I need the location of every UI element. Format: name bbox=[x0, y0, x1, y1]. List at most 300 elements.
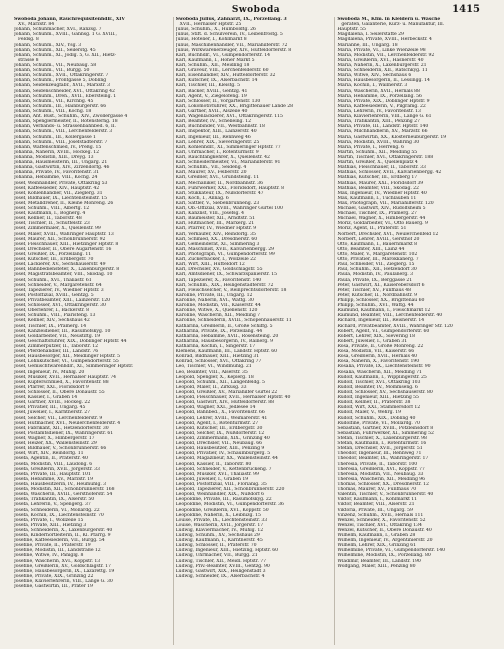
directory-entry: Karl, Lehrer, XIX., Sieveringerstr. 25 bbox=[175, 139, 260, 145]
directory-entry: Johann, Schuhm., XVIII., Gähnsg. 1 G. XVIII., bbox=[14, 32, 117, 38]
directory-entry: Karl, Ob.-Offizial, XVIII., Währinger Gürtel 100 bbox=[175, 206, 283, 212]
directory-entry: Josef, Drechsler, II., Obere Augartenstr. 16 bbox=[14, 246, 112, 252]
directory-entry: Josef, Kellner, II., Taborstr. 48 bbox=[14, 216, 82, 222]
directory-entry: Karl, Sattler, V., Siebenbrunneng. 23 bbox=[175, 200, 260, 206]
directory-entry: Katharina, Köchin, I., Singerstr. 17 bbox=[175, 344, 256, 349]
directory-entry: Rudolf, Schlosser, XV., Sechshauserstr. 80 bbox=[337, 389, 433, 395]
directory-entry: Wilhelm, Kaufmann, I., Graben 28 bbox=[337, 533, 416, 539]
directory-entry: Rudolf, Kellner, II., Praterstr. 38 bbox=[337, 400, 411, 406]
directory-entry: Karoline, Private, III., Ungarg. 12 bbox=[175, 292, 253, 298]
directory-entry: Johanna, Modistin, XIII., Dreyg. 13 bbox=[14, 154, 94, 160]
directory-entry: Paul, Schuhm., XII., Hetzendorf 30 bbox=[337, 267, 417, 273]
directory-entry: Leopoldine, Modistin, VI., Gumpendorferstr. 36 bbox=[175, 502, 284, 508]
directory-entry: Josef, Bahnbediensteter, X., Laxenburgerstr. 8 bbox=[14, 267, 120, 273]
directory-entry: Maria, Private, I., Herreng. 6 bbox=[337, 144, 404, 150]
directory-entry: Louise, Wäscherin, XVII., Jörgerstr. 17 bbox=[175, 522, 264, 528]
directory-entry: Josefine, Kaffeesiederin, VII., Burgg. 54 bbox=[14, 538, 105, 544]
directory-entry: Josef, Gemischtwarenhdlr., XI., Simmeringer Hptstr. bbox=[14, 364, 134, 370]
directory-entry: Karl, Kaufmann, I., Hoher Markt 5 bbox=[175, 57, 255, 63]
directory-entry: Viktor, Kaufmann, I., Kohlmarkt 11 bbox=[337, 497, 418, 503]
directory-entry: Julius, Stift. d. Schulverein, IV., Leibenfrostg. 5 bbox=[175, 32, 283, 38]
directory-entry: Maria, Modistin, XVIII., Währing 30 bbox=[337, 139, 420, 145]
directory-entry: Max, Ingenieur, IV., Wiedner Hptstr. 40 bbox=[337, 190, 427, 196]
directory-entry: Josef, Goldarbeiter, VII., Neustiftg. 19 bbox=[14, 333, 101, 339]
directory-entry: Rosa, Näherin, X., Favoritenstr. 190 bbox=[337, 359, 420, 365]
directory-entry: Peter, Kutscher, II., Nordbahnstr. 9 bbox=[337, 292, 417, 298]
directory-entry: Paula, Modistin, IV., Paulanerg. 3 bbox=[337, 272, 413, 278]
directory-entry: Josef, Kassier, I., Graben 14 bbox=[14, 395, 78, 401]
directory-entry: Rosalia, Wäscherin, XII., Meidling 71 bbox=[337, 369, 422, 375]
directory-entry: Josef, Fabrikant, XII., Hetzendorferstr. 30 bbox=[14, 425, 109, 431]
directory-entry: Josef, Postamtsdiener, IX., Währingerstr. 61 bbox=[14, 430, 114, 436]
directory-entry: Valentin, Tischler, V., Schönbrunnerstr. 40 bbox=[337, 492, 434, 498]
directory-entry: Leopold, Kassier, II., Taborstr. 80 bbox=[175, 461, 252, 467]
directory-entry: Ludwig, Ingenieur, XIII., Hietzing, Hptstr. 60 bbox=[175, 548, 279, 554]
directory-entry: Karoline, Näherin, XVI., Wattg. 30 bbox=[175, 298, 254, 304]
directory-entry: Theresia, Modistin, VII., Neubaug. 33 bbox=[337, 471, 424, 477]
directory-entry: Norbert, Lehrer, XVIII., Gersthof 20 bbox=[337, 236, 420, 242]
directory-entry: Maria, Gastwirtin, XX., Klosterneuburgerstr. 19 bbox=[337, 134, 447, 140]
directory-entry: Karl, Drechsler, XV., Goldschlagstr. 55 bbox=[175, 267, 263, 273]
directory-entry: Josefa, Schneiderin, X., Laxenburgerstr. 40 bbox=[14, 527, 113, 533]
directory-entry: Raimund, Beamter, VIII., Lerchenfelderstr. 40 bbox=[337, 313, 443, 319]
directory-entry: Karl, Wirt, XIII., Hütteldorf 12 bbox=[175, 262, 245, 268]
directory-entry: Josefine, Greißlerin, XV., Goldschlagstr. 17 bbox=[14, 563, 111, 569]
directory-entry: Johanna, Gastwirtin, XIV., Zirzendorfg. 46 bbox=[14, 165, 110, 171]
directory-entry: Karl, Fleischselcher, V., Reinprechtsdorferstr. 18 bbox=[175, 287, 287, 293]
directory-entry: Karl, Rauchfangkehrer, X., Quellenstr. 42 bbox=[175, 154, 270, 160]
directory-entry: Wladimir, Beamter, III., Landstr. 190 bbox=[337, 558, 421, 564]
directory-entry: Karl, Schuhm., VII., Seideng. 4 bbox=[175, 165, 247, 171]
directory-entry: Johann, Schuhm., XVII., Ottakringerstr. 7 bbox=[14, 73, 109, 79]
directory-entry: Karl, Agent, V., Ziegelofeng. 19 bbox=[175, 93, 247, 99]
directory-entry: XVII., Hernalser Hptstr. 25 bbox=[179, 22, 242, 28]
directory-entry: Karl, Schuhm., XIX., Heiligenstädterstr. 72 bbox=[175, 282, 274, 288]
directory-entry: Karl, Graveur, VIII., Lerchenfelderstr. 60 bbox=[175, 68, 269, 74]
directory-entry: Josefa, Wäscherin, XVIII., Gersthoferstr. 54 bbox=[14, 492, 113, 498]
directory-entry: Josef, Magistratsbeamter, VIII., Skodag. 10 bbox=[14, 272, 113, 278]
directory-entry: Wenzel, Kutscher, II., Obere Donaustr. 40 bbox=[337, 527, 432, 533]
directory-entry: Josef, Juwelier, I., Kärntnerstr. 27 bbox=[14, 410, 90, 416]
directory-entry: Johann, Schuhm., III., Hainburgerstr. 66 bbox=[14, 103, 107, 109]
directory-entry: Karl, Pfarrer, IV., Wiedner Hptstr. 9 bbox=[175, 226, 257, 232]
directory-entry: Maria, Private, VI., Linke Wienzeile 98 bbox=[337, 47, 426, 53]
directory-entry: Rosa, Greißlerin, XVII., Hernals 40 bbox=[337, 354, 418, 360]
directory-entry: Rudolf, Wirt, XXI., Stammersdorf 12 bbox=[337, 405, 421, 411]
directory-entry: Karl, Gemeinderat, XI., Simmering 3 bbox=[175, 241, 260, 247]
directory-entry: Mathias, Schlosser, XVII., Kalvarienbergg. 42 bbox=[337, 170, 442, 176]
directory-entry: Swoboda Johann, Rauchrequisitenhdlr., XIV bbox=[14, 17, 125, 22]
directory-entry: strasse 8 bbox=[18, 57, 39, 63]
directory-entry: Ludwig, Schlosser, II., Praterstr. 70 bbox=[175, 543, 257, 549]
directory-entry: Josef, Zimmerputzer, II., Taborstr. 12 bbox=[14, 344, 99, 349]
directory-entry: Johann, Schuhm., VIII., Lerchenfelderstr. 3 bbox=[14, 129, 113, 135]
directory-entry: Johann, Ant. Bust., Schuhm., XIV., Zwöllergasse 4 bbox=[14, 114, 128, 120]
directory-entry: Leopold, Selcher, IX., Nußdorferstr. 12 bbox=[175, 430, 265, 436]
directory-entry: Otto, Privatier, III., Marokkanerg. 7 bbox=[337, 257, 419, 263]
directory-entry: Karl, Baumeister, XII., Arndtstr. 51 bbox=[175, 216, 255, 222]
directory-entry: geräten, Galanterie, Kurz- u. Manufaktur, III. bbox=[341, 22, 445, 28]
directory-entry: Sebastian, Fuhrwerker, XI., Simmering 52 bbox=[337, 430, 434, 436]
directory-entry: Katharina, Hausbesorgerin, IV., Rainerg. 9 bbox=[175, 338, 273, 344]
directory-entry: Karl, Zuckerbäcker, I., Wollzeile 22 bbox=[175, 257, 256, 263]
directory-entry: Karl, Maschinist, XVII., Kalvarienbergg. 29 bbox=[175, 246, 275, 252]
directory-entry: Leopold, Lehrer, XVIII., Weimarerstr. 41 bbox=[175, 415, 268, 421]
directory-entry: Josef, Privatier, III., Ungarg. 45 bbox=[14, 405, 86, 411]
directory-entry: Karoline, Witwe, X., Quellenstr. 120 bbox=[175, 308, 258, 314]
directory-entry: Josef, Heizer, XX., Wallensteinstr. 29 bbox=[14, 441, 97, 447]
page-number: 1415 bbox=[452, 4, 480, 15]
directory-entry: Norbert, Drechsler, XVI., Neulerchenfeld 12 bbox=[337, 231, 439, 237]
directory-entry: Moriz, Agent, II., Praterstr. 51 bbox=[337, 226, 407, 232]
directory-entry: Hauptstr. 55 bbox=[337, 27, 366, 33]
directory-entry: Leopold, Greißler, XV., Mariahilfer Gürtel 22 bbox=[175, 389, 278, 395]
directory-entry: Thomas, Schlosser, XX., Dresdnerstr. 12 bbox=[337, 481, 429, 487]
directory-entry: Johann, Waffenschmied, IV., Preßg. 15 bbox=[14, 144, 102, 150]
directory-entry: Maria, Schneiderin, XII., Ratschkyg. 11 bbox=[337, 68, 428, 74]
directory-entry: Leopold, Postoffizial, VIII., Florianig. 35 bbox=[175, 481, 267, 487]
directory-entry: Josef, Schneider, V., Margaretenstr. 64 bbox=[14, 282, 102, 288]
directory-entry: Karoline, Schneiderin, XVIII., Schopenhauerstr. 11 bbox=[175, 318, 292, 324]
directory-entry: Mathias, Maurer, XXI., Floridsdorf 39 bbox=[337, 180, 424, 186]
directory-entry: Richard, Ingenieur, III., Reisnerstr. 14 bbox=[337, 318, 425, 324]
running-head: Swoboda bbox=[231, 5, 281, 15]
directory-entry: Leopoldine, Näherin, X., Leibnizg. 15 bbox=[175, 512, 261, 518]
directory-entry: Maria, Wäscherin, XVII., Hernals 88 bbox=[337, 88, 420, 94]
directory-entry: Marianne, III., Ungarg. 18 bbox=[337, 42, 398, 48]
directory-entry: Karl, Amtsdiener, IX., Schwarzspanierstr. 15 bbox=[175, 272, 277, 278]
directory-entry: Wilhelmine, Modistin, IX., Porzellang. 80 bbox=[337, 553, 431, 559]
directory-entry: Leo, Tischler, VI., Windmühlg. 21 bbox=[175, 364, 252, 370]
directory-entry: Josefine, Klavierlehrerin, VIII., Lange G. 30 bbox=[14, 579, 113, 585]
directory-entry: Maria, Modistin, VII., Lerchenfelderstr. 92 bbox=[337, 52, 435, 58]
directory-entry: Klemens, Kaufmann, III., Landstr. Hptstr. 60 bbox=[175, 349, 277, 355]
directory-entry: Josef, Tischler, IX., Pramerg. 14 bbox=[14, 323, 87, 329]
directory-entry: Josef, Greißler, IX., Porzellang. 11 bbox=[14, 252, 92, 258]
directory-entry: Josefa, Private, XIII., Hietzing 3 bbox=[14, 522, 87, 528]
directory-entry: Leo, Beamter, VIII., Alserstr. 35 bbox=[175, 369, 248, 375]
directory-entry: Philipp, Schuhm., XVI., Wattg. 44 bbox=[337, 303, 414, 309]
directory-entry: Ludwig, Schuhm., XV., Sechshaus 29 bbox=[175, 533, 260, 539]
directory-entry: Ludwig, Tischler, XII., Meidl. Hptstr. 77 bbox=[175, 558, 267, 564]
directory-entry: Stefan, Tischler, X., Laxenburgerstr. 98 bbox=[337, 435, 427, 441]
directory-entry: Maria, Trafikantin, XIII., Penzing 27 bbox=[337, 119, 420, 125]
directory-entry: Rosa, Private, II., Große Mohreng. 22 bbox=[337, 344, 424, 349]
directory-entry: Karl, Maurer, XV., Felberstr. 20 bbox=[175, 170, 247, 176]
directory-entry: Maria, Hebamme, IX., Porzellang. 56 bbox=[337, 93, 422, 99]
directory-entry: Karl, Eisenhändler, XIV., Hütteldorferstr. 32 bbox=[175, 73, 276, 79]
directory-entry: Martin, Tischler, XVI., Ottakringerstr. 188 bbox=[337, 154, 434, 160]
directory-entry: Josef, Lohnkutscher, VI., Gumpendorferstr. 55 bbox=[14, 359, 119, 365]
directory-entry: Johanna, Hausmeisterin, III., Ungarg. 21 bbox=[14, 160, 108, 166]
directory-entry: Josef, Geschäftsführer, XIX., Döblinger Hptstr. 44 bbox=[14, 338, 127, 344]
directory-entry: Wilhelmine, Private, VI., Gumpendorferstr. 140 bbox=[337, 548, 445, 554]
directory-entry: Leopold, Bahnbed., X., Favoritenstr. 66 bbox=[175, 410, 265, 416]
directory-entry: Josefine, Hausbesorgerin, IX., Lazarettg. 19 bbox=[14, 568, 115, 574]
directory-entry: Johann, Schuhm., Frontgasse 5, Döbling bbox=[14, 78, 107, 84]
directory-entry: Michael, Wagner, X., Himbergerstr. 44 bbox=[337, 216, 426, 222]
directory-entry: Leopold, Schuhm., XII., Längenfeldg. 5 bbox=[175, 379, 265, 385]
directory-entry: Johann, Schuhm., XII., Seilerstg. 45 bbox=[14, 47, 96, 53]
directory-entry: Leopold, Kutscher, III., Erdbergstr. 30 bbox=[175, 425, 263, 431]
directory-entry: Peter, Gastwirt, XI., Kaiserebersdorf 6 bbox=[337, 282, 425, 288]
directory-entry: Karoline, Wäscherin, XII., Meidling 7 bbox=[175, 313, 261, 319]
directory-entry: Maria, Näherin, X., Laxenburgerstr. 21 bbox=[337, 62, 427, 68]
directory-entry: Julius, Hotelier, I., Kohlmarkt 8 bbox=[175, 37, 247, 43]
directory-entry: Ludwig, Priv.-Beamter, XVIII., Gentzg. 90 bbox=[175, 563, 270, 569]
directory-entry: Michael, Gastwirt, XIV., Rudolfsheim 5 bbox=[337, 206, 426, 212]
directory-entry: Konrad, Schlosser, XVI., Ottakring 77 bbox=[175, 359, 262, 365]
directory-entry: Karl, Tischler, III., Kleistg. 5 bbox=[175, 83, 240, 89]
directory-entry: Johann, Schuhmacher, XVI., Ranzsg. 7 bbox=[14, 27, 102, 33]
directory-entry: Josef, Maler, XVIII., Währinger Hauptstr. 13 bbox=[14, 231, 114, 237]
directory-entry: Johann, Schuhm., VII., Burgg. 50 bbox=[14, 68, 90, 74]
directory-entry: Karl, Gärtner, XVII., Alszeile 40 bbox=[175, 108, 248, 114]
directory-entry: Karl, Greißler, XVI., Grundsteing. 11 bbox=[175, 175, 260, 181]
directory-entry: Josefa, Kinderhortleiterin, II., Kl. Pfarrg. 9 bbox=[14, 533, 111, 539]
directory-entry: Josefa, Private, III., Hauptstr. 101 bbox=[14, 471, 91, 477]
directory-entry: Josef, Postoffizial, XVIII., Gentzg. 5 bbox=[14, 292, 94, 298]
directory-entry: Josef, Gärtner, XVIII., Hockeg. 22 bbox=[14, 400, 91, 406]
directory-entry: Josef, Schuhm., VIII., Albertg. 12 bbox=[14, 206, 90, 212]
directory-entry: Johann, Schuhm., VIII., Josefstädterstr. 7 bbox=[14, 139, 108, 145]
directory-entry: Rudolf, Schuhm., XIX., Döbling 40 bbox=[337, 415, 416, 421]
directory-entry: Leopold, Maler, II., Zirkusg. 33 bbox=[175, 384, 247, 390]
directory-entry: Mathias, Fleischhauer, II., Taborstr. 33 bbox=[337, 165, 426, 171]
directory-entry: Josef, Zimmermaler, X., Quellenstr. 99 bbox=[14, 226, 101, 232]
directory-entry: Josef, Schlosser, II., Obere Donaustr. 55 bbox=[14, 389, 105, 395]
directory-entry: Leopold, Schneider, V., Kettenbrückeng. 7 bbox=[175, 466, 272, 472]
directory-entry: Josef, Kaufmann, I., Bognerg. 4 bbox=[14, 211, 86, 217]
directory-entry: Karl, Uhrmacher, I., Rotenturmstr. 9 bbox=[175, 149, 259, 155]
directory-entry: Stefan, Drechsler, XVII., Jörgerstr. 51 bbox=[337, 446, 423, 452]
directory-entry: Karl, Ingenieur, III., Rennweg 46 bbox=[175, 134, 251, 140]
directory-entry: Leopold, Gastwirt, XIV., Hütteldorferstr. 88 bbox=[175, 400, 275, 406]
directory-entry: Maria, Hausbesorgerin, II., Lessingg. 14 bbox=[337, 78, 430, 84]
directory-entry: Karl, Wagenlackierer, XVI., Ottakringerstr. 115 bbox=[175, 114, 283, 120]
directory-entry: Rudolf, Ingenieur, XIII., Hietzing 55 bbox=[337, 395, 419, 401]
directory-entry: Josef, Fleischhauer, XIII., Hietzinger Hptstr. 8 bbox=[14, 241, 119, 247]
directory-entry: Karl, Buchbinder, VII., Westbahnstr. 18 bbox=[175, 124, 265, 130]
directory-entry: Johanna, Näherin, XVIII., Hockeg. 12 bbox=[14, 149, 100, 155]
directory-entry: Karl, Mechaniker, II., Nordbahnstr. 36 bbox=[175, 180, 263, 186]
directory-entry: Ludwig, Uhrmacher, VII., Burgg. 21 bbox=[175, 553, 258, 559]
directory-entry: Mathias, Kutscher, III., Erdberg 17 bbox=[337, 175, 418, 181]
directory-entry: Karoline, Modistin, VII., Kaiserstr. 44 bbox=[175, 303, 261, 309]
directory-entry: Viktor, Beamter, VIII., Alserstr. 21 bbox=[337, 502, 415, 508]
directory-entry: Theresia, Wäscherin, XII., Meidling 96 bbox=[337, 476, 426, 482]
directory-entry: Leopoldine, Greißlerin, XVI., Koppstr. 50 bbox=[175, 507, 269, 513]
directory-entry: Julius, Maschinenhändler, VII., Mariahilferstr. 72 bbox=[175, 42, 288, 48]
directory-entry: Leopold, Privatier, IV., Schaumburgerg. 5 bbox=[175, 451, 271, 457]
directory-entry: Karl, Verkäufer, XIV., Reindorfg. 35 bbox=[175, 231, 256, 237]
directory-entry: Katharina, Private, IX., Porzellang. 44 bbox=[175, 328, 263, 334]
directory-entry: Karl, Stukkateur, IX., Nußdorferstr. 47 bbox=[175, 190, 264, 196]
directory-entry: Johann, Verbands- u. Strassenbahnbed. 6, II. bbox=[14, 124, 116, 130]
directory-entry: Maria, Private, XIX., Döblinger Hptstr. 9 bbox=[337, 98, 430, 104]
directory-entry: Karl, Inspektor, XIII., Lainzerstr. 40 bbox=[175, 129, 257, 135]
directory-entry: Rudolf, Beamter, IV., Mommseng. 6 bbox=[337, 384, 418, 390]
directory-entry: Josef, Kupferschmied, X., Favoritenstr. 88 bbox=[14, 379, 109, 385]
directory-entry: Johann, Spenglermeister, II., Rotensterng. 18 bbox=[14, 119, 118, 125]
directory-entry: Martin, Greißler, X., Quellenplatz 4 bbox=[337, 160, 418, 166]
directory-entry: Julius, Wirkwarenerzeuger, XIV., Hütteldorferstr. 8 bbox=[175, 47, 292, 53]
directory-entry: Rudolfine, Private, VI., Mollardg. 70 bbox=[337, 420, 420, 426]
directory-entry: Ludwig, Gastwirt, XIX., Heiligenstadt 3 bbox=[175, 568, 266, 574]
directory-entry: Josef, Kaffeesieder, XIV., Hauptstr. 42 bbox=[14, 185, 100, 191]
directory-entry: Rudolf, Tischler, XVI., Ottakring 103 bbox=[337, 379, 421, 385]
directory-entry: Josef, Selcher, VII., Lerchenfelderstr. 9 bbox=[14, 415, 103, 421]
directory-entry: Martin, Schuhm., XII., Meidling 55 bbox=[337, 149, 418, 155]
directory-entry: Johann, Schuhm., Dreh., XVII., Ebersteing. 1 bbox=[14, 93, 117, 99]
directory-entry: Karl, Buchhdlr., VI., Gumpendorferstr. 14 bbox=[175, 52, 270, 58]
directory-entry: Josefine, Private, II., Praterstr. 19 bbox=[14, 543, 91, 549]
directory-entry: Josef, Kellner, XIV., Sechshaus 42 bbox=[14, 318, 90, 324]
directory-entry: Johann, Schuhm., VII., Neubaug. 58 bbox=[14, 62, 97, 68]
directory-entry: Otto, Kaufmann, I., Bauernmarkt 8 bbox=[337, 241, 418, 247]
directory-entry: Peter, Tischler, XV., Fünfhaus 48 bbox=[337, 287, 411, 293]
directory-entry: Maria, Köchin, I., Wallnerstr. 3 bbox=[337, 83, 408, 89]
directory-entry: Konrad, Bildhauer, XIII., Hietzing 31 bbox=[175, 354, 260, 360]
directory-entry: Leopold, Spengler, X., Keplerg. 18 bbox=[175, 374, 254, 380]
directory-entry: Josef, Kutscher, III., Erdbergstr. 70 bbox=[14, 257, 94, 263]
directory-entry: Josef, Kanzleidiener, III., Rasumofskyg. 10 bbox=[14, 328, 111, 334]
directory-entry: Josefa, Greißlerin, XVII., Jörgerstr. 33 bbox=[14, 466, 100, 472]
column-1 bbox=[14, 17, 169, 645]
directory-entry: Johann, Schuhm., VII., Kirchbg. 45 bbox=[14, 98, 94, 104]
directory-entry: Josef, Maurer, XII., Schönbrunnerstr. 92 bbox=[14, 236, 106, 242]
directory-entry: Karl, Hutmacher, III., Marxerg. 21 bbox=[175, 221, 255, 227]
directory-entry: Maria, Witwe, XIV., Sechshaus 6 bbox=[337, 73, 412, 79]
directory-entry: Leopold, Tapezierer, XII., Schönbrunnerstr. 220 bbox=[175, 487, 285, 493]
directory-entry: Johann, Seidenzeugfabr., XVII., Marxstr. 3 bbox=[14, 83, 111, 89]
directory-entry: Josef, Wagner, X., Himbergerstr. 17 bbox=[14, 435, 95, 441]
directory-entry: Josefa, Private, I., Wollzeile 15 bbox=[14, 517, 84, 523]
directory-entry: Josef, Hutmacher, XVI., Neulerchenfelderstr. 4 bbox=[14, 420, 121, 426]
directory-entry: Rudolf, Maler, V., Wehrg. 19 bbox=[337, 410, 402, 416]
directory-entry: Katharina, Greißlerin, II., Große Schiffg. 5 bbox=[175, 323, 273, 329]
directory-entry: Viktoria, Private, III., Ungarg. 59 bbox=[337, 507, 413, 513]
directory-entry: Josefa, Trafikantin, IX., Alserstr. 50 bbox=[14, 497, 95, 503]
directory-entry: Ludwig, Klaviermacher, IV., Mühlg. 12 bbox=[175, 527, 264, 533]
directory-entry: Theodor, Ingenieur, III., Rennweg 71 bbox=[337, 451, 422, 457]
directory-entry: Josefine, Witwe, IV., Paniglg. 8 bbox=[14, 553, 84, 559]
directory-entry: Moriz, Goldarbeiter, VI., Otto Bauerg. 9 bbox=[337, 221, 428, 227]
directory-entry: Karl, Tapezierer, X., Favoritenstr. 140 bbox=[175, 277, 262, 283]
directory-entry: Josef, Pferdehändler, III., Landstr. 76 bbox=[14, 349, 99, 355]
directory-entry: Josefine, Modistin, III., Landstraße 12 bbox=[14, 548, 101, 554]
directory-entry: Johann, Schuhm., XIV., Ysg. 3 bbox=[14, 42, 82, 48]
directory-entry: Leopold, Drechsler, VII., Neubaug. 66 bbox=[175, 441, 263, 447]
directory-entry: Josef, Tischler, II., Schüttelstr. 23 bbox=[14, 221, 90, 227]
directory-entry: Karl, Kohlenhdlr., XI., Simmeringer Hptstr. 77 bbox=[175, 144, 281, 150]
directory-entry: Josefine, Gastwirtin, III., Prater 19 bbox=[14, 584, 93, 590]
directory-entry: Johann, Schuhm., III., Kollergasse 1 bbox=[14, 134, 96, 140]
directory-entry: Ludwig, Schneider, IX., Alserbachstr. 4 bbox=[175, 573, 265, 579]
directory-entry: Wilhelm, Lehrer, XIX., Grinzing 61 bbox=[337, 543, 417, 549]
directory-entry: Magdalena, I. Seilerstätte 29 bbox=[337, 32, 404, 38]
directory-entry: Josefa, Modistin, VIII., Laudong. 6 bbox=[14, 461, 93, 467]
directory-entry: Theresia, Private, II., Taborstr. 100 bbox=[337, 461, 418, 467]
directory-entry: Maria, Kaffeesiederin, V., Pilgramg. 22 bbox=[337, 103, 426, 109]
directory-entry: Karl, Koch, I., Annag. 6 bbox=[175, 195, 229, 201]
directory-entry: Mathias, Beamter, VIII., Skodag. 22 bbox=[337, 185, 419, 191]
directory-entry: Karl, Beamter, IV., Schelleing. 12 bbox=[175, 119, 251, 125]
directory-entry: Julius, Schuhm., X., Humboldtg. 26 bbox=[175, 27, 256, 33]
directory-entry: Karl, Schneidermeister, VI., Mariahilferstr. 91 bbox=[175, 160, 281, 166]
directory-entry: Louise, Private, IX., Liechtensteinstr. 33 bbox=[175, 517, 268, 523]
directory-entry: Josef, Pfarrer, XXI., Floridsdorf 9 bbox=[14, 384, 89, 390]
directory-entry: Josef, Metalldreher, II., Kleine Mohreng. 26 bbox=[14, 200, 114, 206]
directory-entry: Leopold, Musiker, XVI., Thaliastr. 99 bbox=[175, 471, 259, 477]
directory-entry: Johanna, Private, IV., Favoritenstr. 31 bbox=[14, 170, 100, 176]
directory-entry: Philipp, Schlosser, XX., Brigittenau 60 bbox=[337, 298, 425, 304]
directory-entry: Leopold, Zimmermann, XIX., Grinzing 40 bbox=[175, 435, 270, 441]
directory-entry: Leopold, Hausbesitzer, XIII., Penzing 9 bbox=[175, 446, 265, 452]
directory-entry: Josefa, Hausbesitzerin, IV., Heumühlg. 3 bbox=[14, 481, 107, 487]
directory-entry: Josef, Kohlenhändler, VII., Zieglerg. 31 bbox=[14, 190, 103, 196]
directory-entry: Sebastian, Gärtner, XVIII., Pötzleinsdorf 8 bbox=[337, 425, 434, 431]
directory-entry: Josef, Schlosser, XVI., Ottakringerstr. 30 bbox=[14, 303, 106, 309]
directory-entry: Leopoldine, Private, III., Rasumofskyg. 22 bbox=[175, 497, 272, 503]
directory-entry: Karl, Bäcker, XVIII., Gentzg. 41 bbox=[175, 88, 248, 94]
directory-entry: Leopold, Wagner, XXI., Jedlesee 14 bbox=[175, 405, 256, 411]
directory-entry: Swoboda M., Kfm. in Kleidern u. Wäsche bbox=[337, 17, 441, 22]
directory-entry: Wenzel, Tischler, XVI., Ottakring 134 bbox=[337, 522, 422, 528]
directory-entry: Karl, Schmied, XX., Dresdnerstr. 60 bbox=[175, 236, 258, 242]
directory-entry: Wolfgang, Maler, XIII., Penzing 80 bbox=[337, 563, 416, 569]
directory-entry: Karl, Schuhm., XII., Meidling 18 bbox=[175, 62, 250, 68]
directory-entry: Johann, Seidenschneider, XVI., Ottakring 42 bbox=[14, 88, 115, 94]
directory-entry: Josefa, Hebamme, XV., Märzstr. 19 bbox=[14, 476, 94, 482]
column-3 bbox=[334, 17, 492, 645]
directory-entry: Otto, Maler, V., Margaretenstr. 102 bbox=[337, 252, 418, 258]
directory-entry: Josef, Musiker, XVII., Hernalser Hauptstr. 74 bbox=[14, 374, 117, 380]
directory-entry: Josef, Privatbeamter, XIII., Lainzerstr. 120 bbox=[14, 298, 111, 304]
directory-entry: Karl, Kanzlist, VIII., Josefsg. 4 bbox=[175, 211, 245, 217]
directory-entry: Maria, Greißlerin, XVI., Hasnerstr. 40 bbox=[337, 57, 424, 63]
directory-entry: Josef, Schuhm., XVI., Thaliastr. 61 bbox=[14, 277, 92, 283]
directory-entry: Leopold, Fleischhauer, XVII., Hernalser Hptstr. 40 bbox=[175, 395, 291, 401]
directory-entry: Maria, Lehrerin, IV., Favoritenstr. 13 bbox=[337, 108, 421, 114]
directory-entry: Leopold, Magazineur, XX., Wallensteinstr. 44 bbox=[175, 456, 278, 462]
directory-entry: Rosalia, Private, IX., Liechtensteinstr. 90 bbox=[337, 364, 431, 370]
directory-entry: Josefa, Lehrerin, V., Spengerg. 37 bbox=[14, 502, 91, 508]
directory-entry: Richard, Privatbeamter, XVIII., Währinger Str. 120 bbox=[337, 323, 453, 329]
directory-entry: Robert, Juwelier, I., Graben 31 bbox=[337, 338, 408, 344]
directory-entry: Ludwig, Kaufmann, I., Kärntnerstr. 45 bbox=[175, 538, 263, 544]
directory-entry: Robert, Agent, VI., Gumpendorferstr. 60 bbox=[337, 328, 430, 334]
directory-entry: Josef, Schuhm., VIII., Piaristeng. 13 bbox=[14, 313, 96, 319]
directory-entry: Theodor, Beamter, IX., Währingerstr. 17 bbox=[337, 456, 429, 462]
column-2 bbox=[173, 17, 331, 645]
directory-entry: Josefa, Köchin, IX., Liechtensteinstr. 70 bbox=[14, 512, 104, 518]
directory-entry: Theresia, Greißlerin, XVI., Koppstr. 77 bbox=[337, 466, 425, 472]
directory-entry: Otto, Beamter, XIII., Lainz 44 bbox=[337, 246, 405, 252]
directory-entry: Max, Photograph, VII., Mariahilferstr. 120 bbox=[337, 200, 434, 206]
directory-entry: Katharina, Hebamme, XVII., Rosensteing. 20 bbox=[175, 333, 279, 339]
directory-entry: Rudolf, Kaufmann, I., Wipplingerstr. 25 bbox=[337, 374, 427, 380]
directory-entry: Robert, Lehrer, XIX., Sievering 18 bbox=[337, 333, 415, 339]
directory-entry: Max, Kaufmann, I., Tuchlauben 11 bbox=[337, 195, 417, 201]
directory-entry: Josef, Ingenieur, IV., Mühlg. 20 bbox=[14, 369, 85, 375]
directory-entry: Josef, Weinhändler, Private, Ottakring 53 bbox=[14, 180, 108, 186]
directory-entry: Johann, Schuhm., XI., Jodlg. 5, G. XII., Hietz- bbox=[14, 52, 117, 58]
directory-entry: Josefa, Agentin, II., Praterstr. 40 bbox=[14, 456, 88, 462]
directory-entry: Josefine, Wäscherin, XVI., Koppstr. 13 bbox=[14, 558, 101, 564]
directory-entry: Karl, Photograph, VI., Gumpendorferstr. 99 bbox=[175, 252, 275, 258]
directory-entry: XV., Märzstr. 84 bbox=[18, 22, 55, 28]
